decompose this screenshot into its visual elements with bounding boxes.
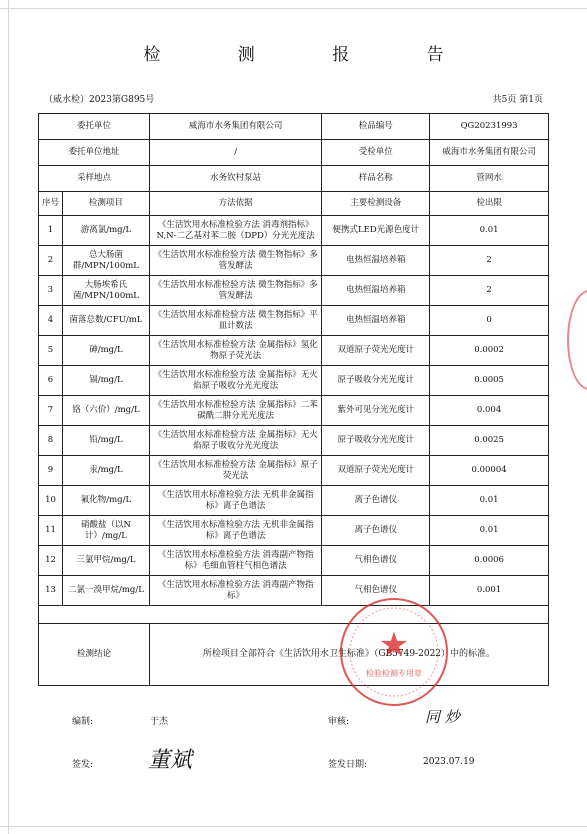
row-equipment: 电热恒温培养箱 — [322, 276, 430, 306]
col-header-limit: 检出限 — [430, 192, 549, 216]
receiver-label: 受检单位 — [322, 140, 430, 166]
row-equipment: 紫外可见分光光度计 — [322, 396, 430, 426]
row-method: 《生活饮用水标准检验方法 消毒副产物指标》毛细血管柱气相色谱法 — [149, 546, 322, 576]
issuer-signature: 董斌 — [148, 748, 193, 773]
row-method: 《生活饮用水标准检验方法 金属指标》原子荧光法 — [149, 456, 322, 486]
row-equipment: 便携式LED光源色度计 — [322, 216, 430, 246]
row-equipment: 双道原子荧光光度计 — [322, 456, 430, 486]
row-method: 《生活饮用水标准检验方法 微生物指标》多管发酵法 — [149, 276, 322, 306]
table-row — [39, 456, 549, 486]
sample-name-label: 样品名称 — [322, 166, 430, 192]
column-header-row — [39, 192, 549, 216]
row-limit: 0.00004 — [430, 456, 549, 486]
issue-date-value: 2023.07.19 — [423, 757, 475, 767]
table-row — [39, 426, 549, 456]
reviewer-signature: 同 炒 — [425, 708, 460, 726]
row-method: 《生活饮用水标准检验方法 消毒剂指标》N,N-二乙基对苯二胺（DPD）分光光度法 — [149, 216, 322, 246]
row-method: 《生活饮用水标准检验方法 金属指标》二苯碳酰二肼分光光度法 — [149, 396, 322, 426]
table-row — [39, 246, 549, 276]
client-row — [39, 114, 549, 140]
row-no: 13 — [39, 576, 63, 606]
row-item: 镉/mg/L — [62, 366, 149, 396]
row-limit: 0.01 — [430, 516, 549, 546]
row-limit: 0.004 — [430, 396, 549, 426]
row-item: 总大肠菌群/MPN/100mL — [62, 246, 149, 276]
row-equipment: 离子色谱仪 — [322, 486, 430, 516]
row-item: 铬（六价）/mg/L — [62, 396, 149, 426]
row-method: 《生活饮用水标准检验方法 消毒副产物指标》 — [149, 576, 322, 606]
report-table — [38, 113, 549, 686]
compiler-name: 于杰 — [150, 717, 169, 727]
row-limit: 0.0006 — [430, 546, 549, 576]
conclusion-text: 所检项目全部符合《生活饮用水卫生标准》（GB5749-2022）中的标准。 — [149, 624, 548, 686]
row-limit: 2 — [430, 276, 549, 306]
edge-seal — [567, 290, 587, 390]
row-item: 二氯一溴甲烷/mg/L — [62, 576, 149, 606]
row-item: 氟化物/mg/L — [62, 486, 149, 516]
row-item: 硝酸盐（以N计）/mg/L — [62, 516, 149, 546]
row-item: 游离氯/mg/L — [62, 216, 149, 246]
conclusion-row — [39, 624, 549, 686]
page-number: 共5页 第1页 — [492, 95, 543, 105]
row-limit: 0.01 — [430, 486, 549, 516]
row-equipment: 气相色谱仪 — [322, 576, 430, 606]
row-equipment: 原子吸收分光光度计 — [322, 366, 430, 396]
results-body — [39, 216, 549, 606]
row-item: 三氯甲烷/mg/L — [62, 546, 149, 576]
row-method: 《生活饮用水标准检验方法 无机非金属指标》离子色谱法 — [149, 516, 322, 546]
col-header-method: 方法依据 — [149, 192, 322, 216]
conclusion-label: 检测结论 — [39, 624, 150, 686]
page-border-left — [8, 0, 9, 834]
row-item: 菌落总数/CFU/mL — [62, 306, 149, 336]
row-equipment: 双道原子荧光光度计 — [322, 336, 430, 366]
row-limit: 0.0025 — [430, 426, 549, 456]
site-label: 采样地点 — [39, 166, 150, 192]
client-label: 委托单位 — [39, 114, 150, 140]
row-equipment: 气相色谱仪 — [322, 546, 430, 576]
row-equipment: 离子色谱仪 — [322, 516, 430, 546]
row-method: 《生活饮用水标准检验方法 微生物指标》平皿计数法 — [149, 306, 322, 336]
row-limit: 0.001 — [430, 576, 549, 606]
row-no: 7 — [39, 396, 63, 426]
row-method: 《生活饮用水标准检验方法 金属指标》无火焰原子吸收分光光度法 — [149, 366, 322, 396]
row-limit: 0 — [430, 306, 549, 336]
client-address-value: / — [149, 140, 322, 166]
table-row — [39, 396, 549, 426]
table-row — [39, 576, 549, 606]
table-row — [39, 276, 549, 306]
table-row — [39, 336, 549, 366]
seal-star-icon: ★ — [378, 625, 410, 665]
site-row — [39, 166, 549, 192]
col-header-item: 检测项目 — [62, 192, 149, 216]
address-row — [39, 140, 549, 166]
row-item: 大肠埃希氏菌/MPN/100mL — [62, 276, 149, 306]
row-no: 9 — [39, 456, 63, 486]
row-method: 《生活饮用水标准检验方法 微生物指标》多管发酵法 — [149, 246, 322, 276]
sample-name-value: 管网水 — [430, 166, 549, 192]
row-method: 《生活饮用水标准检验方法 金属指标》无火焰原子吸收分光光度法 — [149, 426, 322, 456]
table-row — [39, 516, 549, 546]
row-equipment: 电热恒温培养箱 — [322, 246, 430, 276]
row-no: 1 — [39, 216, 63, 246]
sample-no-label: 检品编号 — [322, 114, 430, 140]
col-header-equipment: 主要检测设备 — [322, 192, 430, 216]
row-no: 2 — [39, 246, 63, 276]
site-value: 水务钦村泵站 — [149, 166, 322, 192]
document-number: （威水检）2023第G895号 — [44, 95, 155, 105]
report-title: 检 测 报 告 — [143, 45, 480, 65]
spacer-row — [39, 606, 549, 624]
table-row — [39, 486, 549, 516]
row-limit: 0.0002 — [430, 336, 549, 366]
row-equipment: 电热恒温培养箱 — [322, 306, 430, 336]
issue-date-label: 签发日期: — [328, 760, 368, 770]
table-row — [39, 216, 549, 246]
compiler-label: 编制: — [72, 717, 94, 727]
client-value: 威海市水务集团有限公司 — [149, 114, 322, 140]
table-row — [39, 546, 549, 576]
row-item: 铅/mg/L — [62, 426, 149, 456]
official-seal — [340, 598, 448, 706]
spacer-cell — [39, 606, 549, 624]
row-no: 11 — [39, 516, 63, 546]
row-limit: 0.01 — [430, 216, 549, 246]
seal-text: 检验检测专用章 — [366, 669, 422, 678]
row-no: 12 — [39, 546, 63, 576]
row-equipment: 原子吸收分光光度计 — [322, 426, 430, 456]
row-no: 3 — [39, 276, 63, 306]
row-no: 10 — [39, 486, 63, 516]
row-limit: 2 — [430, 246, 549, 276]
page-border-bottom — [0, 826, 587, 827]
sample-no-value: QG20231993 — [430, 114, 549, 140]
page-border-top — [0, 8, 587, 9]
row-limit: 0.0005 — [430, 366, 549, 396]
row-item: 汞/mg/L — [62, 456, 149, 486]
row-no: 4 — [39, 306, 63, 336]
reviewer-label: 审核: — [328, 717, 350, 727]
issuer-label: 签发: — [72, 760, 94, 770]
row-item: 砷/mg/L — [62, 336, 149, 366]
row-no: 8 — [39, 426, 63, 456]
row-method: 《生活饮用水标准检验方法 金属指标》氢化物原子荧光法 — [149, 336, 322, 366]
row-method: 《生活饮用水标准检验方法 无机非金属指标》离子色谱法 — [149, 486, 322, 516]
client-address-label: 委托单位地址 — [39, 140, 150, 166]
row-no: 6 — [39, 366, 63, 396]
table-row — [39, 366, 549, 396]
table-row — [39, 306, 549, 336]
row-no: 5 — [39, 336, 63, 366]
col-header-no: 序号 — [39, 192, 63, 216]
receiver-value: 威海市水务集团有限公司 — [430, 140, 549, 166]
